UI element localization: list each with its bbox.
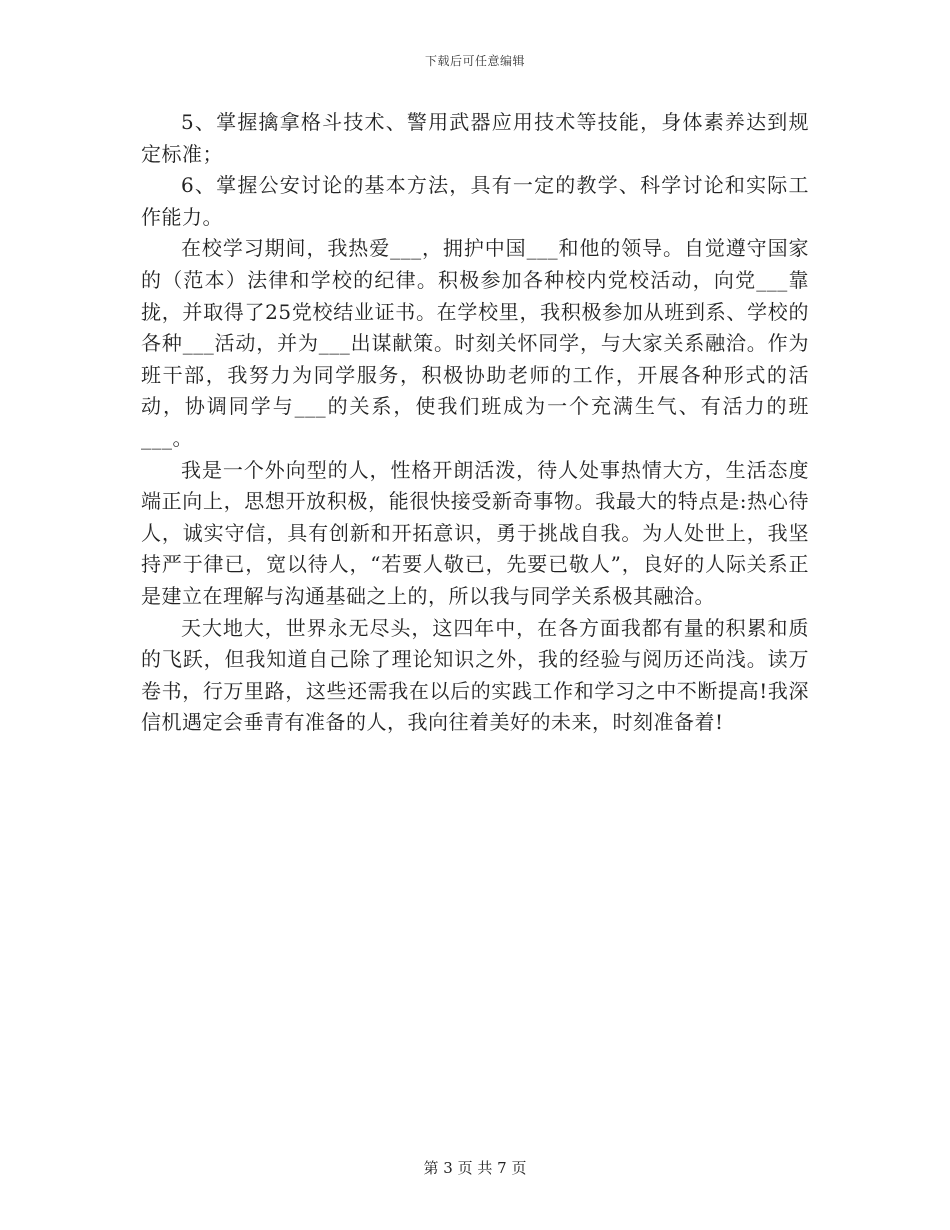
page-header: 下载后可任意编辑 [424,54,525,68]
paragraph-school-life: 在校学习期间，我热爱___，拥护中国___和他的领导。自觉遵守国家的（范本）法律和学校的纪律。积极参加各种校内党校活动，向党___靠拢，并取得了25党校结业证书。在学校里，我积极参加从班到系、学校的各种___活动，并为___出谋献策。时刻关怀同学，与大家关系融洽。作为班干部，我努力为同学服务，积极协助老师的工作，开展各种形式的活动，协调同学与___的关系，使我们班成为一个充满生气、有活力的班___。 [141,236,809,450]
paragraph-skills: 5、掌握擒拿格斗技术、警用武器应用技术等技能，身体素养达到规定标准； [141,110,809,166]
page-number: 第 3 页 共 7 页 [423,1159,527,1177]
paragraph-research: 6、掌握公安讨论的基本方法，具有一定的教学、科学讨论和实际工作能力。 [141,173,809,229]
paragraph-future: 天大地大，世界永无尽头，这四年中，在各方面我都有量的积累和质的飞跃，但我知道自己除了理论知识之外，我的经验与阅历还尚浅。读万卷书，行万里路，这些还需我在以后的实践工作和学习之中不断提高!我深信机遇定会垂青有准备的人，我向往着美好的未来，时刻准备着! [141,615,809,735]
paragraph-personality: 我是一个外向型的人，性格开朗活泼，待人处事热情大方，生活态度端正向上，思想开放积极，能很快接受新奇事物。我最大的特点是:热心待人，诚实守信，具有创新和开拓意识，勇于挑战自我。为人处世上，我坚持严于律已，宽以待人，“若要人敬已，先要已敬人”，良好的人际关系正是建立在理解与沟通基础之上的，所以我与同学关系极其融洽。 [141,457,809,608]
document-body [141,107,809,739]
